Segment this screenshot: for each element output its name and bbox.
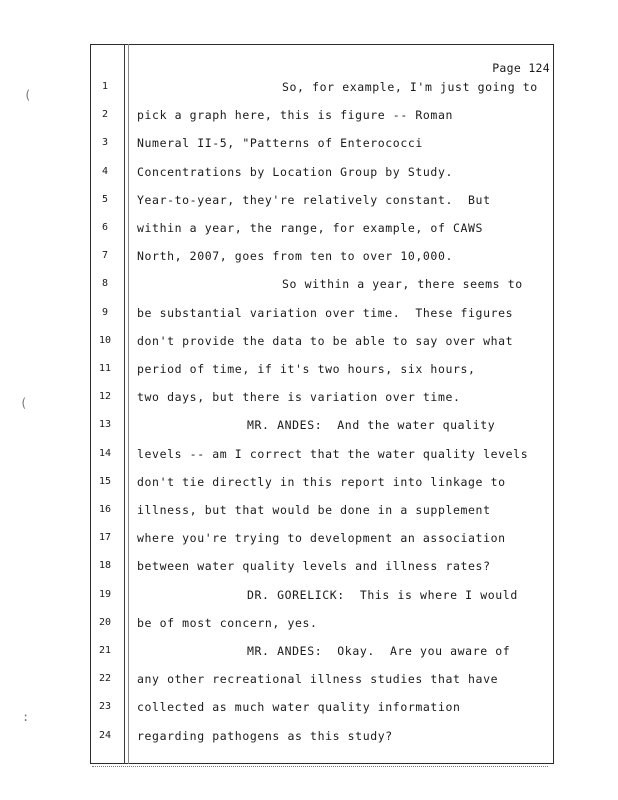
line-text: don't provide the data to be able to say over what [137,333,514,348]
transcript-line [0,445,618,465]
transcript-line [0,219,618,239]
scan-speck: ( [20,396,28,410]
line-number: 8 [101,278,109,290]
line-text: regarding pathogens as this study? [137,728,393,743]
line-number: 24 [98,729,112,741]
line-text: levels -- am I correct that the water quality levels [137,446,529,461]
line-text: collected as much water quality information [137,700,461,715]
line-text: MR. ANDES: And the water quality [247,418,496,433]
page-number: Page 124 [492,61,550,75]
transcript-line [0,106,618,126]
transcript-line [0,614,618,634]
transcript-line [0,501,618,521]
transcript-line [0,416,618,436]
line-number: 13 [98,419,112,431]
transcript-line [0,163,618,183]
transcript-line [0,727,618,747]
line-text: Concentrations by Location Group by Study. [137,164,453,179]
line-text: pick a graph here, this is figure -- Roman [137,108,453,123]
line-text: illness, but that would be done in a supplement [137,503,491,517]
line-number: 3 [101,137,109,149]
line-number: 19 [98,588,112,600]
transcript-line [0,642,618,662]
line-text: MR. ANDES: Okay. Are you aware of [247,644,511,658]
line-number: 16 [98,504,112,515]
line-number: 5 [101,193,109,205]
line-number: 22 [98,673,112,685]
line-number: 10 [98,334,112,346]
line-number: 1 [101,81,109,92]
transcript-line [0,670,618,690]
transcript-line [0,247,618,267]
line-text: So within a year, there seems to [282,277,523,292]
line-number: 23 [98,701,112,713]
transcript-line [0,134,618,154]
line-text: period of time, if it's two hours, six hours, [137,362,476,376]
transcript-line [0,388,618,408]
line-text: between water quality levels and illness rates? [137,559,491,574]
line-number: 9 [101,306,109,318]
transcript-line [0,698,618,718]
line-text: DR. GORELICK: This is where I would [247,587,518,602]
transcript-line [0,275,618,295]
line-number: 18 [98,560,112,572]
line-number: 17 [98,532,112,544]
scan-speck: ( [24,88,32,102]
transcript-line [0,332,618,352]
line-text: Numeral II-5, "Patterns of Enterococci [137,136,423,151]
line-text: be substantial variation over time. These figures [137,305,514,320]
line-number: 6 [101,222,109,233]
line-number: 15 [98,475,112,487]
line-text: where you're trying to development an association [137,531,506,546]
line-text: So, for example, I'm just going to [282,80,538,94]
line-text: any other recreational illness studies that have [137,672,499,687]
scan-speck: : [22,710,30,724]
line-number: 12 [98,391,112,403]
line-text: be of most concern, yes. [137,615,318,630]
scan-noise [92,766,548,769]
line-text: within a year, the range, for example, of CAWS [137,221,484,235]
transcript-line [0,529,618,549]
line-text: North, 2007, goes from ten to over 10,000. [137,249,453,264]
transcript-line [0,191,618,211]
line-number: 20 [98,616,112,628]
line-number: 2 [101,109,109,121]
transcript-line [0,304,618,324]
line-text: two days, but there is variation over time. [137,390,461,405]
transcript-line [0,78,618,98]
line-number: 7 [101,250,109,262]
line-number: 4 [101,165,109,177]
line-number: 21 [98,645,112,656]
line-number: 14 [98,447,112,459]
line-text: Year-to-year, they're relatively constant. But [137,192,491,207]
transcript-line [0,557,618,577]
line-text: don't tie directly in this report into linkage to [137,474,506,489]
transcript-line [0,473,618,493]
line-number: 11 [98,363,112,374]
transcript-line [0,360,618,380]
transcript-line [0,586,618,606]
